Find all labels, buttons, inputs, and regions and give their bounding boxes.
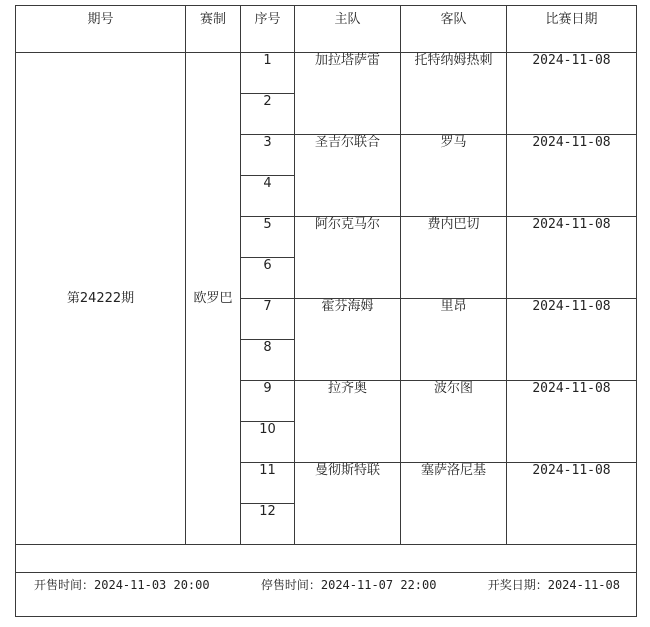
away-team: 塞萨洛尼基 — [401, 463, 507, 545]
match-date: 2024-11-08 — [507, 463, 637, 545]
match-number: 1 — [241, 53, 295, 94]
blank-cell — [16, 545, 637, 573]
header-home-team: 主队 — [295, 6, 401, 53]
match-number: 8 — [241, 340, 295, 381]
home-team: 阿尔克马尔 — [295, 217, 401, 299]
away-team: 托特纳姆热刺 — [401, 53, 507, 135]
competition-cell: 欧罗巴 — [186, 53, 241, 545]
footer-row — [16, 573, 637, 617]
away-team: 费内巴切 — [401, 217, 507, 299]
away-team: 里昂 — [401, 299, 507, 381]
match-number: 6 — [241, 258, 295, 299]
draw-date — [488, 578, 620, 592]
footer-line — [16, 578, 636, 592]
header-match-date: 比赛日期 — [507, 6, 637, 53]
schedule-table — [15, 5, 637, 617]
away-team: 波尔图 — [401, 381, 507, 463]
sale-start-value: 2024-11-03 20:00 — [94, 578, 210, 592]
draw-date-value: 2024-11-08 — [547, 578, 620, 592]
match-number: 5 — [241, 217, 295, 258]
header-competition: 赛制 — [186, 6, 241, 53]
home-team: 圣吉尔联合 — [295, 135, 401, 217]
match-number: 3 — [241, 135, 295, 176]
table-row — [16, 53, 637, 94]
match-number: 12 — [241, 504, 295, 545]
match-date: 2024-11-08 — [507, 53, 637, 135]
sale-stop-value: 2024-11-07 22:00 — [320, 578, 437, 592]
home-team: 霍芬海姆 — [295, 299, 401, 381]
match-date: 2024-11-08 — [507, 381, 637, 463]
header-away-team: 客队 — [401, 6, 507, 53]
header-number: 序号 — [241, 6, 295, 53]
period-cell: 第24222期 — [16, 53, 186, 545]
match-number: 9 — [241, 381, 295, 422]
match-date: 2024-11-08 — [507, 217, 637, 299]
draw-date-label: 开奖日期： — [487, 578, 548, 592]
home-team: 曼彻斯特联 — [295, 463, 401, 545]
header-row — [16, 6, 637, 53]
sale-stop — [261, 578, 437, 592]
match-number: 4 — [241, 176, 295, 217]
blank-row — [16, 545, 637, 573]
sale-start — [34, 578, 210, 592]
footer-cell — [16, 573, 637, 617]
sale-start-label: 开售时间： — [34, 578, 95, 592]
home-team: 加拉塔萨雷 — [295, 53, 401, 135]
home-team: 拉齐奥 — [295, 381, 401, 463]
away-team: 罗马 — [401, 135, 507, 217]
match-date: 2024-11-08 — [507, 135, 637, 217]
sale-stop-label: 停售时间： — [260, 578, 321, 592]
match-number: 11 — [241, 463, 295, 504]
match-number: 2 — [241, 94, 295, 135]
header-period: 期号 — [16, 6, 186, 53]
match-date: 2024-11-08 — [507, 299, 637, 381]
match-number: 7 — [241, 299, 295, 340]
match-number: 10 — [241, 422, 295, 463]
